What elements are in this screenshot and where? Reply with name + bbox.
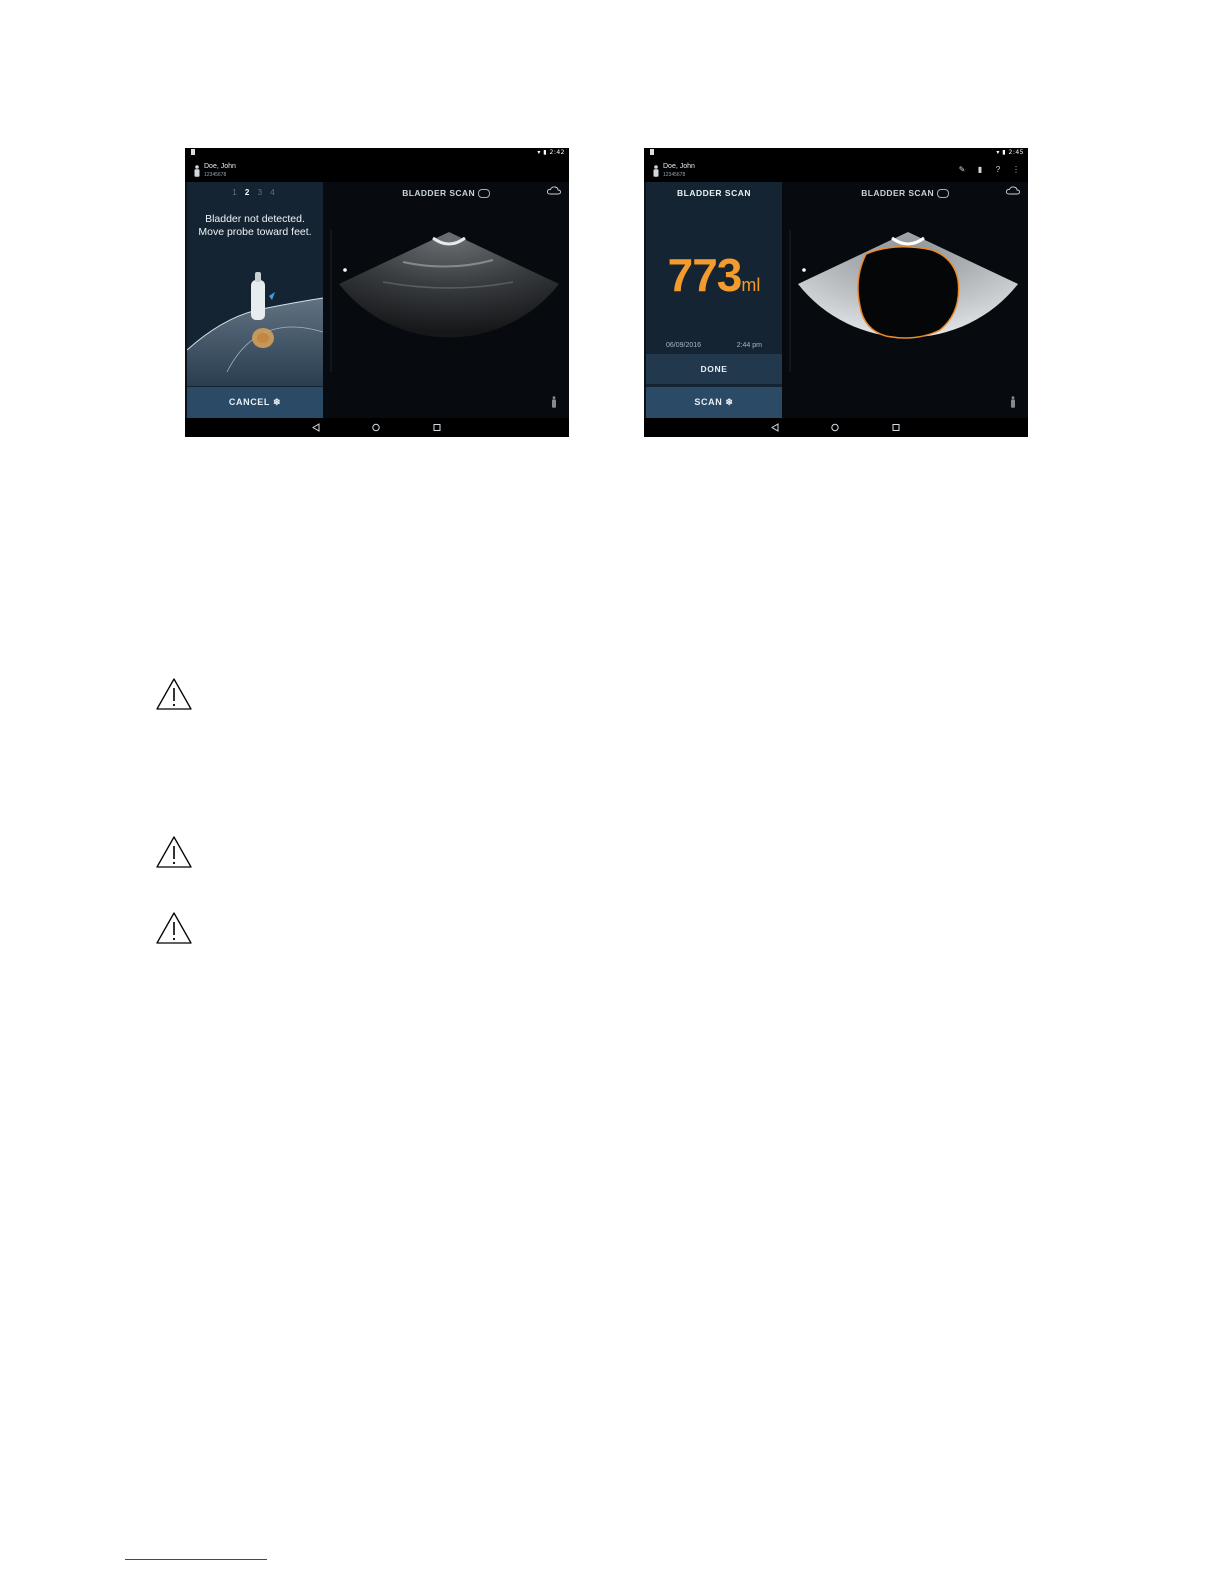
warning-icon [155, 835, 193, 869]
ultrasound-image-panel [323, 182, 569, 418]
app-bar [185, 158, 569, 182]
cloud-icon[interactable] [547, 186, 561, 195]
guidance-panel [187, 182, 323, 418]
recents-icon[interactable] [434, 425, 440, 431]
ultrasound-image-panel [782, 182, 1028, 418]
mode-badge-icon [937, 189, 949, 198]
image-title-text: BLADDER SCAN [861, 188, 935, 198]
bladder-volume [646, 248, 782, 302]
delete-icon[interactable]: ▮ [977, 165, 983, 174]
status-bar [644, 148, 1028, 158]
cancel-label: CANCEL [228, 397, 270, 407]
status-time: ▾ ▮ 2:45 [996, 149, 1024, 156]
status-bar [185, 148, 569, 158]
result-panel [646, 182, 782, 418]
patient-name: Doe, John [204, 163, 236, 170]
app-bar [644, 158, 1028, 182]
ultrasound-image [323, 202, 569, 402]
patient-icon[interactable] [193, 165, 201, 177]
patient-icon[interactable] [652, 165, 660, 177]
result-panel-title: BLADDER SCAN [677, 188, 751, 198]
image-title-text: BLADDER SCAN [402, 188, 476, 198]
patient-name: Doe, John [663, 163, 695, 170]
guidance-line-2: Move probe toward feet. [198, 226, 312, 238]
step-indicator [187, 188, 323, 197]
guidance-line-1: Bladder not detected. [205, 213, 305, 225]
cancel-button[interactable] [187, 387, 323, 418]
battery-saver-icon [650, 149, 654, 155]
scan-label: SCAN [694, 397, 723, 407]
image-title [323, 188, 569, 198]
home-icon[interactable] [832, 424, 838, 430]
help-icon[interactable]: ? [995, 165, 1001, 174]
step-3: 3 [257, 188, 266, 197]
cloud-icon[interactable] [1006, 186, 1020, 195]
back-icon[interactable] [313, 424, 319, 431]
recents-icon[interactable] [893, 425, 899, 431]
app-bar-actions [958, 165, 1020, 174]
edit-icon[interactable]: ✎ [958, 165, 966, 174]
image-title [782, 188, 1028, 198]
body-icon [551, 396, 557, 408]
volume-unit: ml [741, 275, 761, 295]
scan-time: 2:44 pm [736, 342, 762, 349]
snowflake-icon: ❄ [272, 397, 282, 407]
scan-date: 06/09/2016 [666, 342, 702, 349]
footnote-separator [125, 1559, 267, 1560]
snowflake-icon: ❄ [725, 397, 734, 407]
more-icon[interactable]: ⋮ [1012, 165, 1020, 174]
patient-id: 12345678 [204, 172, 227, 178]
ultrasound-image-with-bladder-outline [782, 202, 1028, 402]
status-time: ▾ ▮ 2:42 [537, 149, 565, 156]
battery-saver-icon [191, 149, 195, 155]
tablet-screenshot-result [644, 148, 1028, 437]
home-icon[interactable] [373, 424, 379, 430]
probe-position-illustration [187, 272, 323, 386]
back-icon[interactable] [772, 424, 778, 431]
body-icon [1010, 396, 1016, 408]
tablet-screenshot-scanning [185, 148, 569, 437]
done-label: DONE [700, 364, 728, 374]
mode-badge-icon [478, 189, 490, 198]
scan-button[interactable] [646, 387, 782, 418]
step-4: 4 [270, 188, 278, 197]
system-nav-bar [185, 418, 569, 437]
patient-id: 12345678 [663, 172, 686, 178]
step-1: 1 [232, 188, 240, 197]
step-2-active: 2 [244, 188, 253, 197]
warning-icon [155, 677, 193, 711]
system-nav-bar [644, 418, 1028, 437]
done-button[interactable] [646, 354, 782, 384]
guidance-message [187, 213, 323, 239]
volume-value: 773 [667, 249, 742, 301]
warning-icon [155, 911, 193, 945]
